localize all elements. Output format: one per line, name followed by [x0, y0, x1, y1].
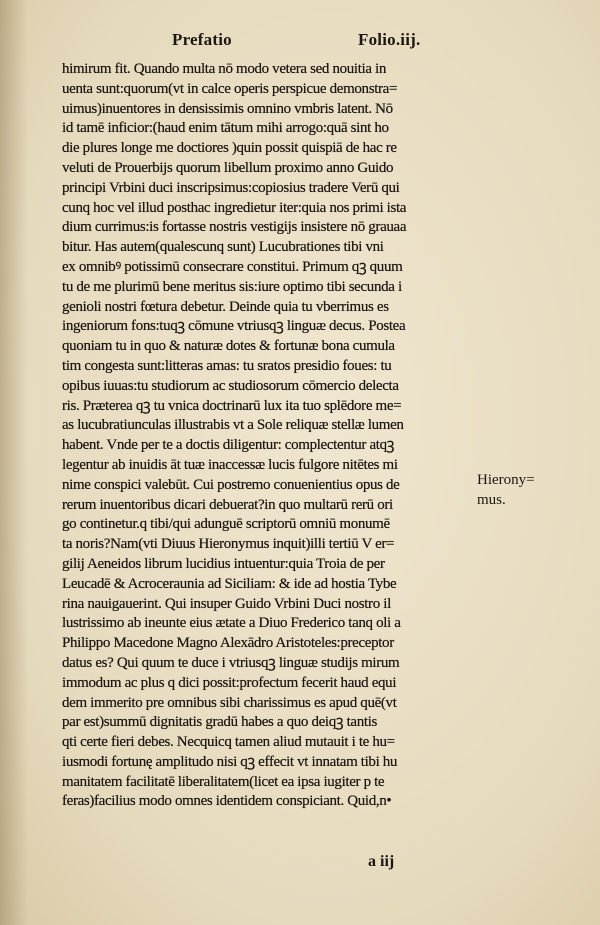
text-line: ex omnibꝰ potissimū consecrare constitui. Primum qꝫ quum — [62, 258, 403, 275]
text-line: dium currimus:is fortasse nostris vestigijs insistere nō grauaa — [62, 219, 407, 236]
text-line: ingeniorum fons:tuqꝫ cōmune vtriusqꝫ linguæ decus. Postea — [62, 318, 406, 335]
text-line: veluti de Prouerbijs quorum libellum proximo anno Guido — [62, 159, 394, 176]
text-line: tu de me plurimū bene meritus sis:iure optimo tibi secunda i — [62, 278, 402, 295]
marginal-note-line: Hierony= — [477, 472, 535, 488]
text-line: Leucadē & Acroceraunia ad Siciliam: & ide ad hostia Tybe — [62, 575, 397, 592]
text-line: tim congesta sunt:litteras amas: tu sratos presidio foues: tu — [62, 357, 392, 374]
text-line: datus es? Qui quum te duce i vtriusqꝫ linguæ studijs mirum — [62, 654, 400, 671]
text-line: uenta sunt:quorum(vt in calce operis perspicue demonstra= — [62, 80, 398, 97]
marginal-note-line: mus. — [477, 492, 506, 508]
text-line: iusmodi fortunę amplitudo nisi qꝫ effecit vt innatam tibi hu — [62, 753, 398, 770]
text-line: cunq hoc vel illud posthac ingredietur iter:quia nos primi ista — [62, 199, 407, 216]
text-line: qti certe fieri debes. Necquicq tamen aliud mutauit i te hu= — [62, 734, 395, 751]
text-line: dem immerito pre omnibus sibi charissimus es apud quē(vt — [62, 694, 397, 711]
running-head — [0, 30, 600, 54]
text-line: par est)summū dignitatis gradū habes a quo deiqꝫ tantis — [62, 714, 378, 731]
text-line: uimus)inuentores in densissimis omnino vmbris latent. Nō — [62, 100, 393, 117]
text-line: as lucubratiunculas illustrabis vt a Sole reliquæ stellæ lumen — [62, 417, 404, 434]
text-line: rina nauigauerint. Qui insuper Guido Vrbini Duci nostro il — [62, 595, 391, 612]
folio-number: Folio.iij. — [358, 30, 421, 49]
text-line: Philippo Macedone Magno Alexādro Aristoteles:preceptor — [62, 635, 394, 652]
text-line: nime conspici valebūt. Cui postremo conuenientius opus de — [62, 476, 400, 493]
text-line: id tamē inficior:(haud enim tātum mihi arrogo:quā sint ho — [62, 120, 389, 137]
signature-mark: a iij — [368, 853, 395, 870]
text-line: manitatem facilitatē liberalitatem(licet ea ipsa iugiter p te — [62, 773, 385, 790]
text-line: legentur ab inuidis āt tuæ inaccessæ lucis fulgore nitētes mi — [62, 456, 398, 473]
main-text-block — [62, 60, 474, 812]
text-line: ta noris?Nam(vti Diuus Hieronymus inquit)illi tertiū V er= — [62, 536, 395, 553]
running-head-title: Prefatio — [172, 30, 232, 49]
text-line: lustrissimo ab ineunte eius ætate a Diuo Frederico tanq oli a — [62, 615, 401, 632]
text-line: rerum inuentoribus dicari debuerat?in quo multarū rerū ori — [62, 496, 393, 513]
text-line: die plures longe me doctiores )quin possit quispiā de hac re — [62, 140, 397, 157]
text-line: himirum fit. Quando multa nō modo vetera sed nouitia in — [62, 61, 387, 77]
text-line: genioli nostri fœtura debetur. Deinde quia tu vberrimus es — [62, 298, 389, 315]
text-line: principi Vrbini duci inscripsimus:copiosius tradere Verū qui — [62, 179, 400, 196]
text-line: quoniam tu in quo & naturæ dotes & fortunæ bona cumula — [62, 338, 395, 355]
page-gutter-shadow — [0, 0, 28, 925]
text-line: bitur. Has autem(qualescunq sunt) Lucubrationes tibi vni — [62, 239, 384, 256]
marginal-note — [477, 470, 577, 510]
text-line: habent. Vnde per te a doctis diligentur: complectentur atqꝫ — [62, 437, 395, 454]
text-line: gilij Aeneidos librum lucidius intuentur:quia Troia de per — [62, 555, 385, 572]
text-line: opibus iuuas:tu studiorum ac studiosorum cōmercio delecta — [62, 377, 399, 394]
text-line: feras)facilius modo omnes identidem conspiciant. Quid,n• — [62, 793, 392, 810]
text-line: immodum ac plus q dici possit:profectum fecerit haud equi — [62, 674, 397, 691]
text-line: ris. Præterea qꝫ tu vnica doctrinarū lux ita tuo splēdore me= — [62, 397, 402, 414]
text-line: go continetur.q tibi/qui adunguē scriptorū omniū monumē — [62, 516, 390, 533]
